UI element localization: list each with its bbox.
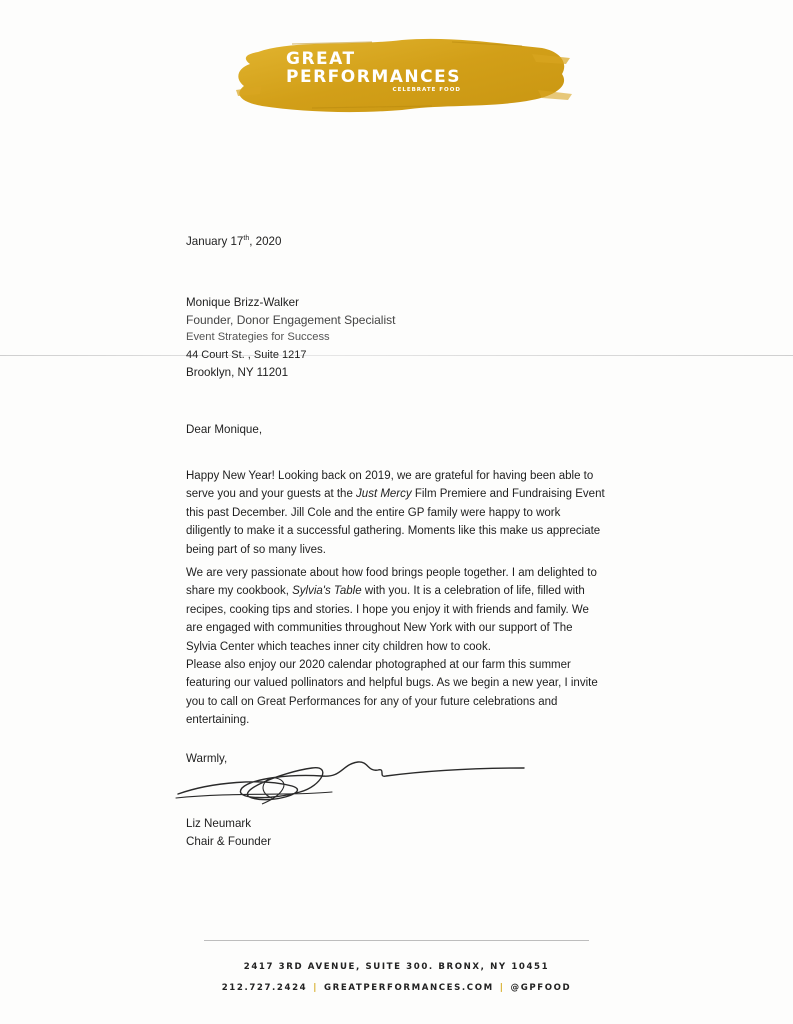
footer-website: GREATPERFORMANCES.COM <box>324 983 494 993</box>
recipient-title: Founder, Donor Engagement Specialist <box>186 312 396 327</box>
signer-title: Chair & Founder <box>186 835 272 848</box>
closing: Warmly, <box>186 752 228 765</box>
date-month-day: January 17 <box>186 235 244 248</box>
date-year: , 2020 <box>249 235 282 248</box>
body-paragraph-3: Please also enjoy our 2020 calendar photographed at our farm this summer featuring our valued pollinators and helpful bugs. As we begin a new year, I invite you to call on Great Performances for any of your future celebrations and entertaining. <box>186 659 598 727</box>
p2-text-start: We are very passionate about how food brings people together. I am delighted to share my cookbook, <box>186 567 597 598</box>
brand-wordmark <box>286 50 461 94</box>
recipient-name: Monique Brizz-Walker <box>186 296 299 309</box>
footer-contact <box>0 983 793 993</box>
footer-separator: | <box>313 983 318 993</box>
recipient-city: Brooklyn, NY 11201 <box>186 366 289 379</box>
brand-logo <box>232 34 574 118</box>
footer-divider <box>204 940 589 941</box>
cookbook-title: Sylvia's Table <box>292 585 362 598</box>
date-ordinal: th <box>243 235 250 243</box>
recipient-street: 44 Court St. , Suite 1217 <box>186 348 307 361</box>
p1-text-start: Happy New Year! Looking back on 2019, we are grateful for having been able to serve you and your guests at the <box>186 470 594 501</box>
brand-tagline: CELEBRATE FOOD <box>392 87 461 93</box>
brand-line-great: GREAT <box>286 49 356 69</box>
footer-phone: 212.727.2424 <box>221 983 308 993</box>
recipient-company: Event Strategies for Success <box>186 331 330 343</box>
letter-date <box>186 233 281 251</box>
body-paragraph-1 <box>186 467 606 559</box>
recipient-address <box>186 294 395 382</box>
p1-text-end: Film Premiere and Fundraising Event this past December. Jill Cole and the entire GP family were happy to work diligently to make it a successful gathering. Moments like this make us appreciate being part of so many lives. <box>186 488 605 556</box>
handwritten-signature <box>172 752 532 812</box>
signer-name: Liz Neumark <box>186 817 252 830</box>
salutation: Dear Monique, <box>186 423 263 436</box>
footer-separator: | <box>499 983 505 993</box>
body-paragraph-2 <box>186 564 606 656</box>
footer-social: @GPFOOD <box>510 983 572 993</box>
fold-line <box>0 355 793 356</box>
p2-text-end: with you. It is a celebration of life, filled with recipes, cooking tips and stories. I hope you enjoy it with friends and family. We are engaged with communities throughout New York with our support of The Sylvia Center which teaches inner city children how to cook. <box>186 585 589 653</box>
brand-line-performances: PERFORMANCES <box>286 67 461 87</box>
signer-block <box>186 815 271 851</box>
film-title: Just Mercy <box>356 488 412 501</box>
footer-address: 2417 3RD AVENUE, SUITE 300. BRONX, NY 10451 <box>243 962 550 972</box>
